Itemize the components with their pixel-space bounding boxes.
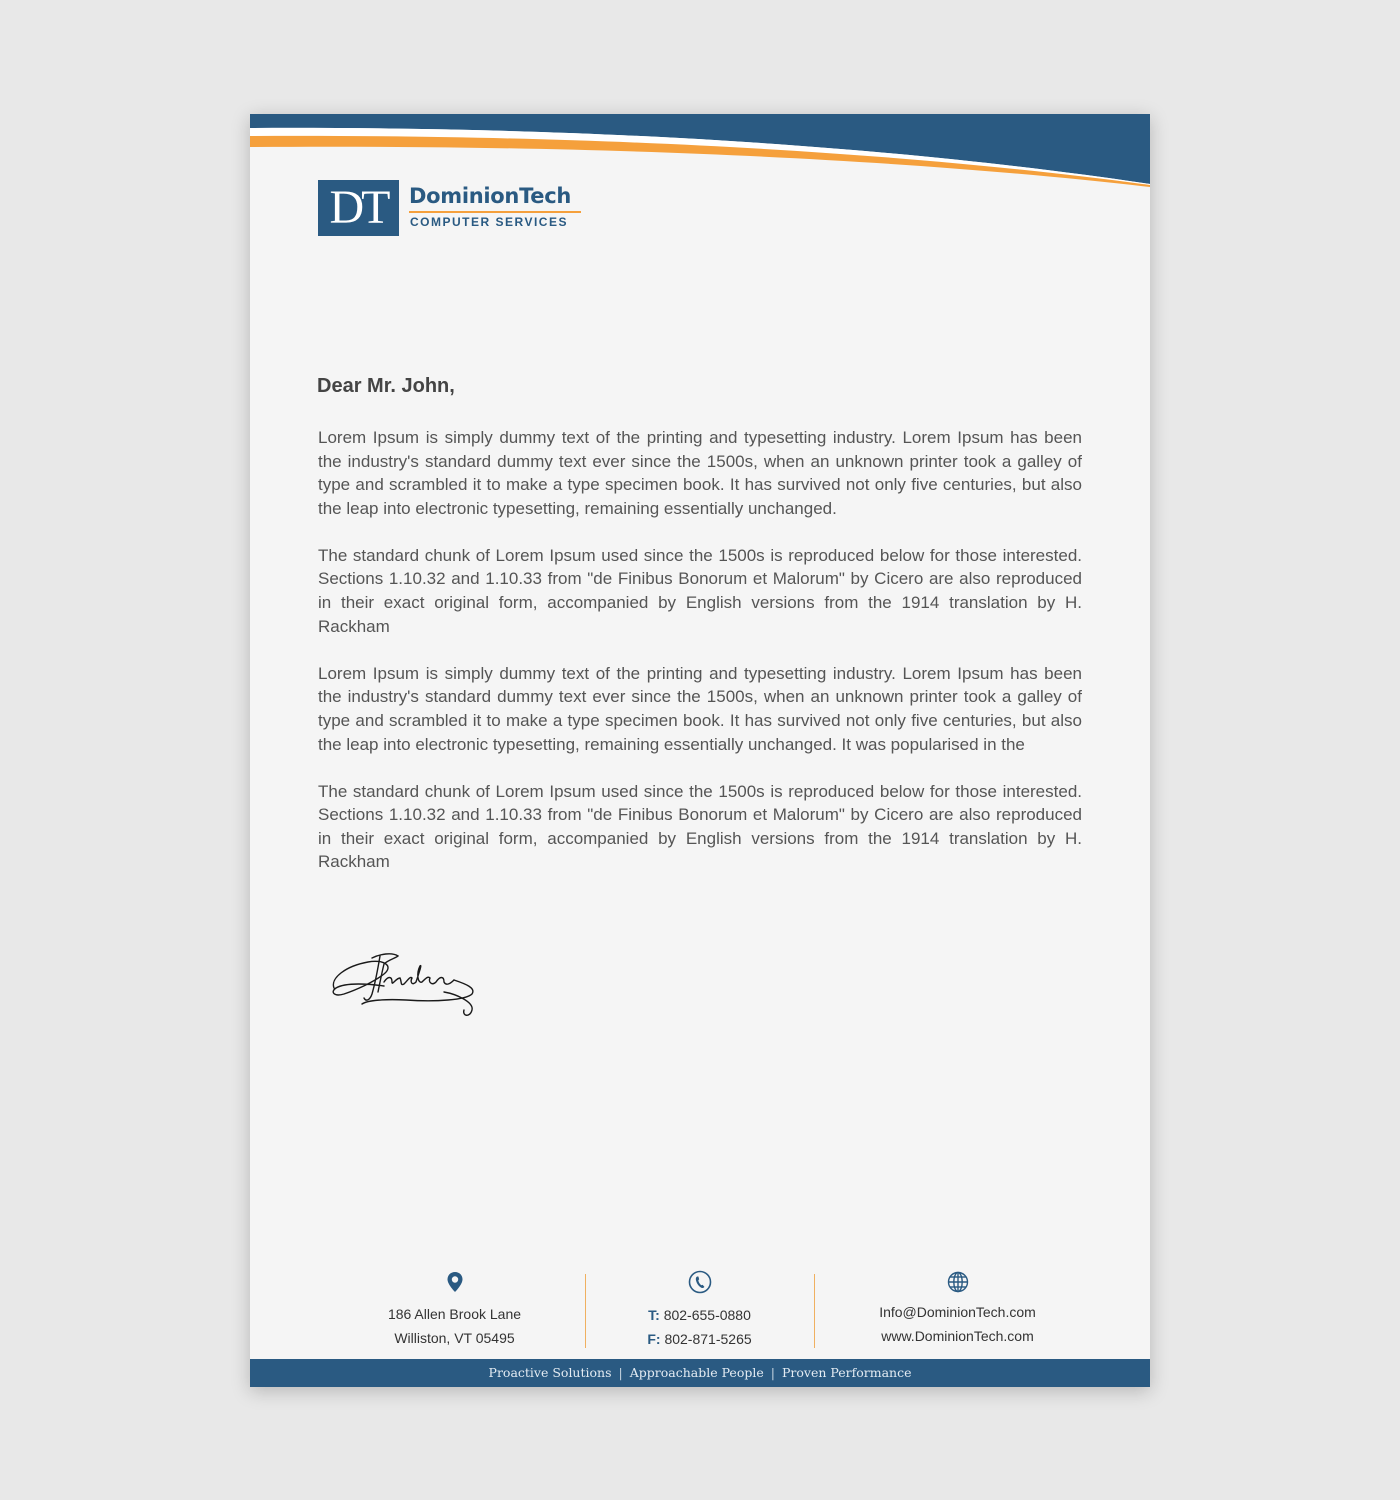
address-line-2: Williston, VT 05495 [394,1330,515,1346]
slogan-proactive: Proactive Solutions [488,1365,612,1380]
footer-slogan-bar [250,1359,1150,1387]
signature-image [326,948,486,1028]
logo-monogram: DT [318,180,399,236]
logo-underline [409,211,581,213]
logo-company-name: DominionTech [409,184,572,208]
letter-paragraph: The standard chunk of Lorem Ipsum used since the 1500s is reproduced below for those interested. Sections 1.10.32 and 1.10.33 from "de Finibus Bonorum et Malorum" by Cicero are also reproduced in their exact original form, accompanied by English versions from the 1914 translation by H. Rackham [318,781,1082,872]
slogan-separator: | [770,1365,775,1380]
fax-number: 802-871-5265 [664,1331,752,1347]
footer-divider [814,1274,815,1348]
fax-line [585,1327,814,1351]
phone-icon [688,1270,712,1294]
letter-paragraph: The standard chunk of Lorem Ipsum used since the 1500s is reproduced below for those interested. Sections 1.10.32 and 1.10.33 from "de Finibus Bonorum et Malorum" by Cicero are also reproduced in their exact original form, accompanied by English versions from the 1914 translation by H. Rackham [318,545,1082,636]
slogan-separator: | [618,1365,623,1380]
phone-block [585,1270,814,1352]
email-link[interactable]: Info@DominionTech.com [879,1304,1036,1320]
website-link[interactable]: www.DominionTech.com [881,1328,1034,1344]
letter-paragraph: Lorem Ipsum is simply dummy text of the printing and typesetting industry. Lorem Ipsum has been the industry's standard dummy text ever since the 1500s, when an unknown printer took a galley of type and scrambled it to make a type specimen book. It has survived not only five centuries, but also the leap into electronic typesetting, remaining essentially unchanged. [318,428,1082,518]
letter-salutation: Dear Mr. John, [317,375,455,397]
contact-footer [340,1270,1060,1352]
slogan-approachable: Approachable People [629,1365,764,1380]
letterhead-page [250,114,1150,1387]
phone-line [585,1303,814,1327]
letter-paragraph: Lorem Ipsum is simply dummy text of the printing and typesetting industry. Lorem Ipsum has been the industry's standard dummy text ever since the 1500s, when an unknown printer took a galley of type and scrambled it to make a type specimen book. It has survived not only five centuries, but also the leap into electronic typesetting, remaining essentially unchanged. It was popularised in the [318,663,1082,754]
globe-icon [946,1270,970,1294]
address-line-1: 186 Allen Brook Lane [387,1306,522,1322]
fax-label: F: [647,1331,661,1347]
tel-number[interactable]: 802-655-0880 [663,1307,751,1323]
web-block [843,1270,1072,1352]
tel-label: T: [648,1307,660,1323]
location-pin-icon [443,1270,467,1294]
slogan-proven: Proven Performance [781,1365,912,1380]
address-block [340,1270,569,1352]
logo-tagline: COMPUTER SERVICES [410,215,568,229]
letter-body [318,426,1082,898]
